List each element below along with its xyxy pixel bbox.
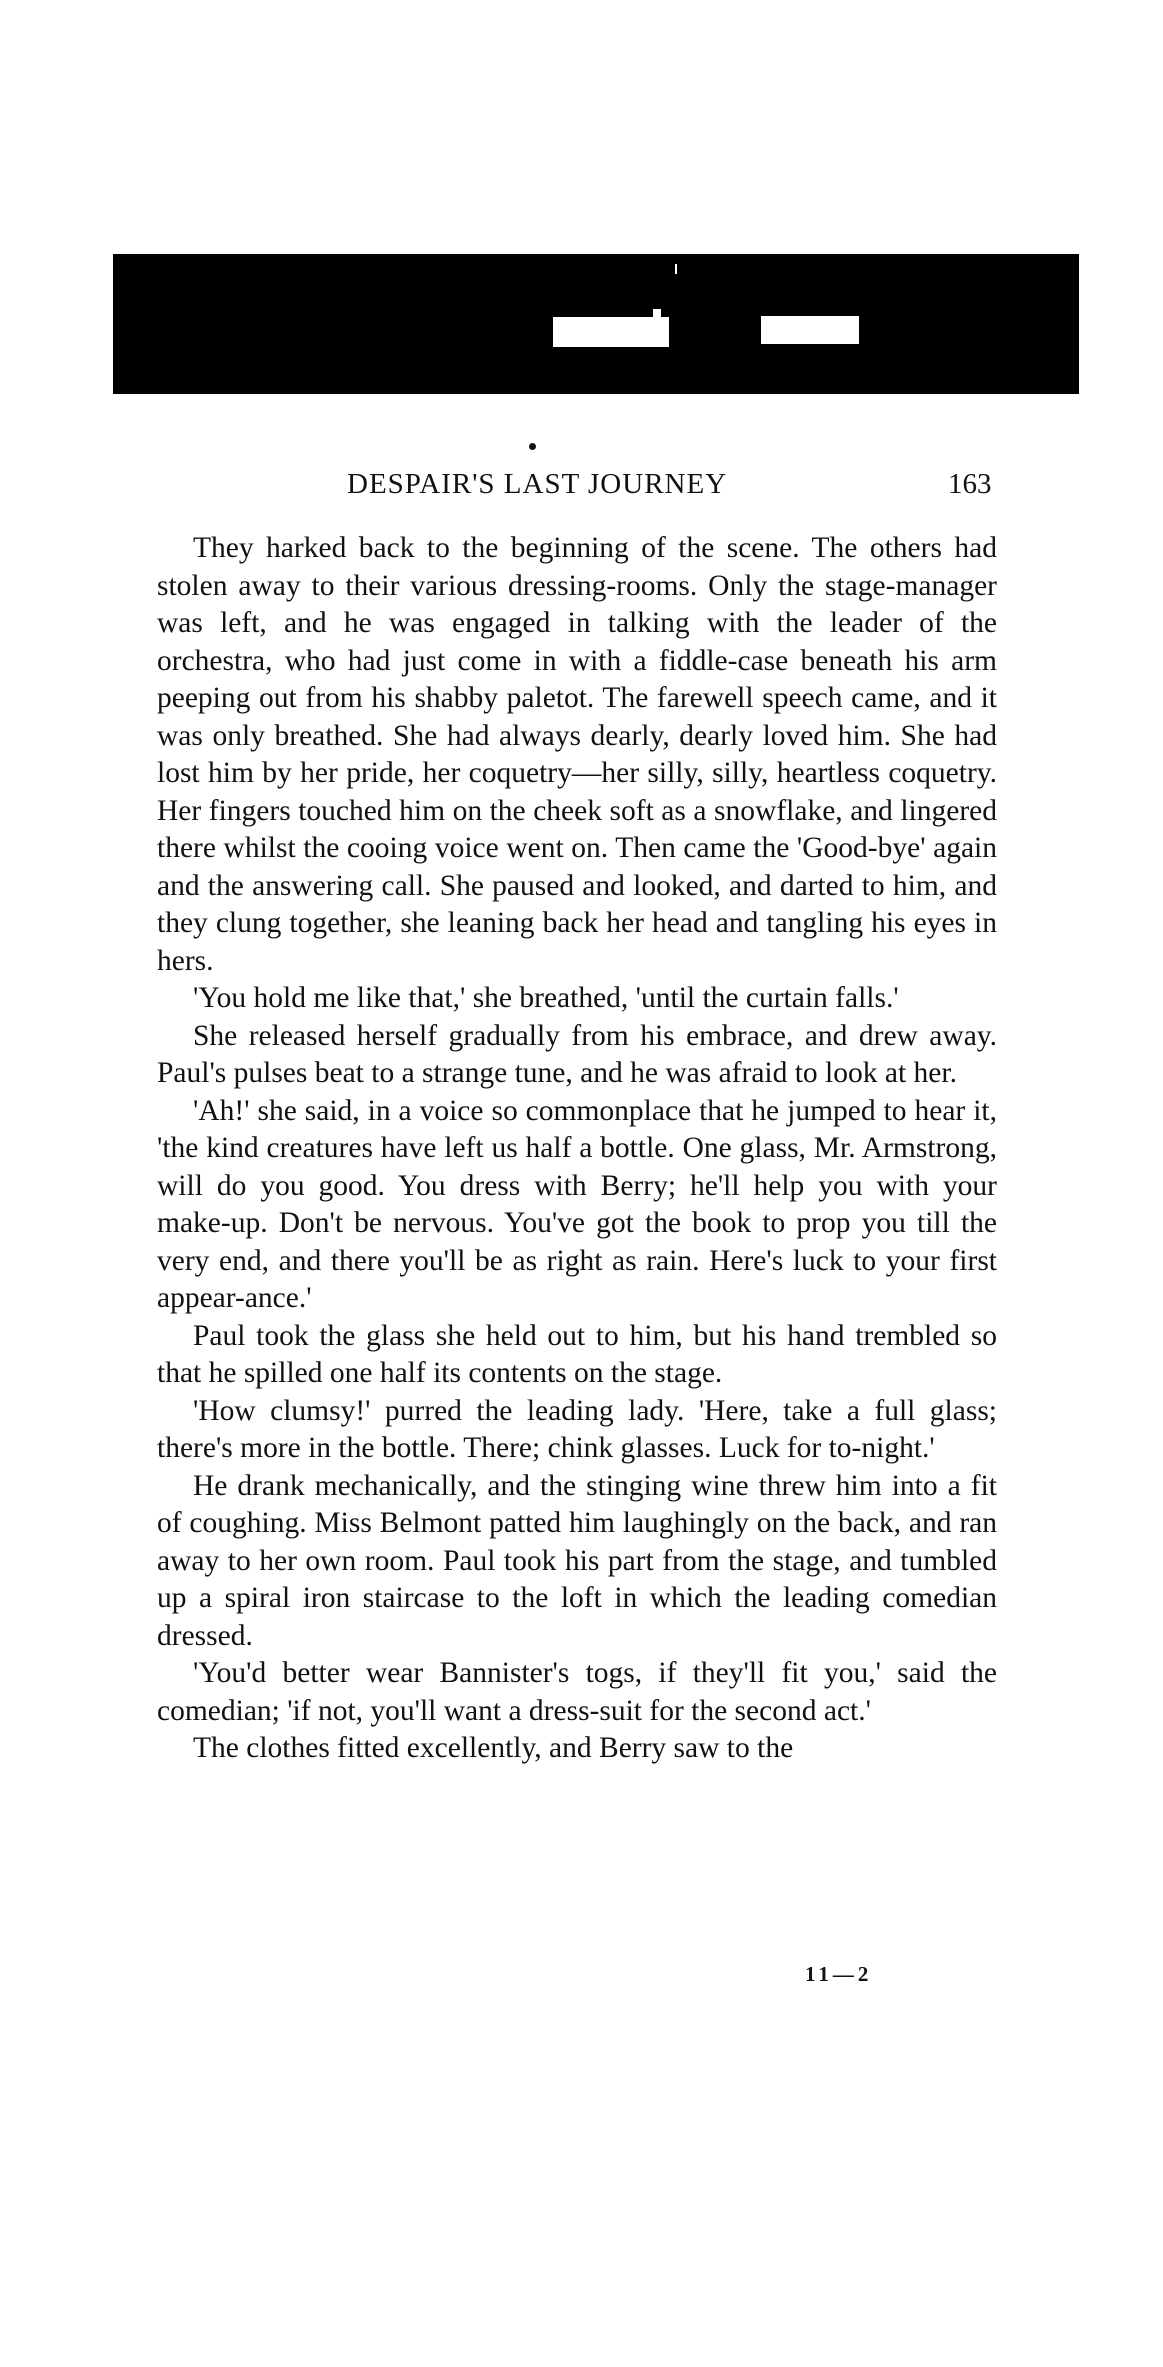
scan-artifact: [653, 309, 661, 317]
scan-artifact: [675, 264, 677, 274]
paragraph: 'You'd better wear Bannister's togs, if they'll fit you,' said the comedian; 'if not, you'll want a dress-suit for the second act.': [157, 1657, 997, 1727]
body-text: [157, 530, 997, 1768]
paragraph: He drank mechanically, and the stinging wine threw him into a fit of coughing. Miss Belmont patted him laughingly on the back, and ran away to her own room. Paul took his part from the stage, and tumbled up a spiral iron staircase to the loft in which the leading comedian dressed.: [157, 1469, 997, 1652]
paragraph: 'Ah!' she said, in a voice so commonplace that he jumped to hear it, 'the kind creatures have left us half a bottle. One glass, Mr. Armstrong, will do you good. You dress with Berry; he'll help you with your make-up. Don't be nervous. You've got the book to prop you till the very end, and there you'll be as right as rain. Here's luck to your first appear-ance.': [157, 1094, 997, 1314]
running-title: DESPAIR'S LAST JOURNEY: [347, 468, 728, 500]
paragraph: 'How clumsy!' purred the leading lady. 'Here, take a full glass; there's more in the bottle. There; chink glasses. Luck for to-night.': [157, 1394, 997, 1464]
ink-dot: [529, 443, 536, 450]
signature-mark: 11—2: [805, 1962, 873, 1986]
scan-black-bar: [113, 254, 1079, 394]
paragraph: The clothes fitted excellently, and Berry saw to the: [193, 1732, 794, 1764]
paragraph: 'You hold me like that,' she breathed, 'until the curtain falls.': [193, 982, 899, 1014]
paragraph: She released herself gradually from his embrace, and drew away. Paul's pulses beat to a strange tune, and he was afraid to look at her.: [157, 1019, 997, 1089]
paragraph: They harked back to the beginning of the scene. The others had stolen away to their various dressing-rooms. Only the stage-manager was left, and he was engaged in talking with the leader of the orchestra, who had just come in with a fiddle-case beneath his arm peeping out from his shabby paletot. The farewell speech came, and it was only breathed. She had always dearly, dearly loved him. She had lost him by her pride, her coquetry—her silly, silly, heartless coquetry. Her fingers touched him on the cheek soft as a snowflake, and lingered there whilst the cooing voice went on. Then came the 'Good-bye' again and the answering call. She paused and looked, and darted to him, and they clung together, she leaning back her head and tangling his eyes in hers.: [157, 532, 997, 977]
scan-artifact: [761, 316, 859, 344]
page-number: 163: [948, 468, 992, 500]
paragraph: Paul took the glass she held out to him, but his hand trembled so that he spilled one half its contents on the stage.: [157, 1319, 997, 1389]
scan-artifact: [553, 317, 669, 347]
